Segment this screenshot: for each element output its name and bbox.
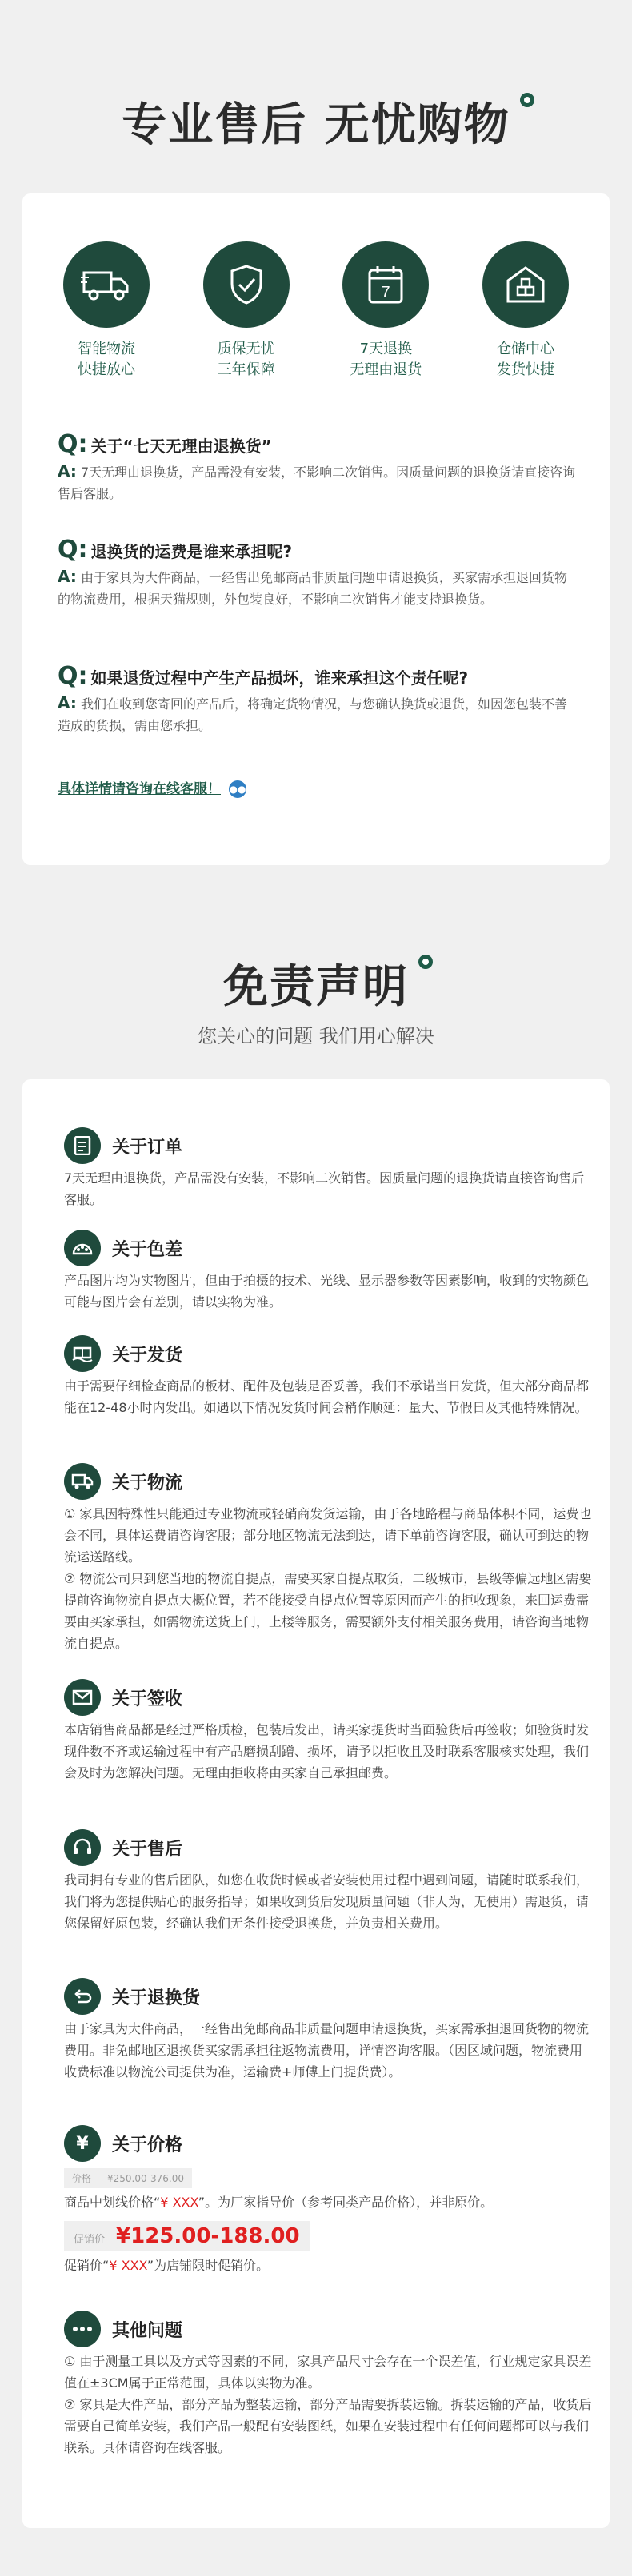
answer-text: 我们在收到您寄回的产品后，将确定货物情况，与您确认换货或退货，如因您包装不善造成的货损，需由您承担。 bbox=[58, 696, 567, 733]
disclaimer-header bbox=[0, 951, 632, 1048]
section-body: 7天无理由退换货，产品需没有安装，不影响二次销售。因质量问题的退换货请直接咨询售后客服。 bbox=[64, 1170, 585, 1207]
service-label-line1: 智能物流 bbox=[78, 341, 135, 357]
service-label-line2: 发货快捷 bbox=[496, 361, 554, 378]
section-title: 关于退换货 bbox=[112, 1988, 201, 2008]
section-returns bbox=[64, 1978, 592, 2083]
question-text: 退换货的运费是谁来承担呢? bbox=[90, 542, 293, 561]
section-body bbox=[64, 2351, 592, 2458]
reference-price-label: 价格 bbox=[72, 2173, 92, 2184]
section-body: 我司拥有专业的售后团队，如您在收货时候或者安装使用过程中遇到问题，请随时联系我们，我们将为您提供贴心的服务指导；如果收到货后发现质量问题（非人为，无使用）需退货，请您保留好原包装，经确认我们无条件接受退换货，并负责相关费用。 bbox=[64, 1872, 590, 1931]
promo-price-value: ¥125.00-188.00 bbox=[116, 2224, 300, 2248]
section-color bbox=[64, 1230, 592, 1313]
return-arrow-icon bbox=[64, 1978, 101, 2015]
service-label-line2: 无理由退货 bbox=[350, 361, 422, 378]
headset-icon bbox=[64, 1829, 101, 1866]
answer-text: 由于家具为大件商品，一经售出免邮商品非质量问题申请退换货，买家需承担退回货物的物流费用，根据天猫规则，外包装良好，不影响二次销售才能支持退换货。 bbox=[58, 570, 567, 607]
service-logistics bbox=[38, 241, 174, 381]
service-7day-return bbox=[318, 241, 454, 381]
section-title: 关于物流 bbox=[112, 1473, 183, 1493]
price-text: 商品中划线价格“ bbox=[64, 2195, 161, 2210]
warehouse-icon bbox=[482, 241, 569, 328]
section-body: 产品图片均为实物图片，但由于拍摄的技术、光线、显示器参数等因素影响，收到的实物颜色可能与图片会有差别，请以实物为准。 bbox=[64, 1273, 590, 1310]
section-price bbox=[64, 2125, 592, 2276]
price-line-2 bbox=[64, 2255, 592, 2276]
yen-icon bbox=[64, 2125, 101, 2162]
price-text: ”。为厂家指导价（参考同类产品价格），并非原价。 bbox=[198, 2195, 494, 2210]
disclaimer-card bbox=[22, 1079, 610, 2528]
contact-service-link-text[interactable]: 具体详情请咨询在线客服！ bbox=[58, 781, 221, 797]
service-label-line2: 快捷放心 bbox=[78, 361, 135, 378]
section-signing bbox=[64, 1679, 592, 1784]
section-title: 关于价格 bbox=[112, 2135, 183, 2155]
answer-mark-label: A: bbox=[58, 567, 77, 586]
contact-service-link[interactable] bbox=[58, 777, 246, 798]
question-text: 关于“七天无理由退换货” bbox=[90, 437, 272, 456]
section-body: 由于需要仔细检查商品的板材、配件及包装是否妥善，我们不承诺当日发货，但大部分商品都能在12-48小时内发出。如遇以下情况发货时间会稍作顺延：量大、节假日及其他特殊情况。 bbox=[64, 1378, 590, 1415]
service-warranty bbox=[178, 241, 314, 381]
service-label-line2: 三年保障 bbox=[217, 361, 275, 378]
promo-price-box bbox=[64, 2221, 310, 2251]
section-paragraph: ① 家具因特殊性只能通过专业物流或轻硝商发货运输，由于各地路程与商品体积不同，运费也会不同，具体运费请咨询客服；部分地区物流无法到达，请下单前咨询客服，确认可到达的物流运送路线。 bbox=[64, 1506, 592, 1565]
price-text: 促销价“ bbox=[64, 2258, 110, 2273]
reference-price-box bbox=[64, 2168, 192, 2188]
price-text: ”为店铺限时促销价。 bbox=[146, 2258, 270, 2273]
page-title-text: 专业售后 无忧购物 bbox=[122, 99, 510, 151]
more-dots-icon bbox=[64, 2311, 101, 2347]
section-title: 关于色差 bbox=[112, 1239, 183, 1260]
section-title: 关于签收 bbox=[112, 1689, 183, 1709]
section-paragraph: ② 家具是大件产品，部分产品为整装运输，部分产品需要拆装运输。拆装运输的产品，收货后需要自己简单安装，我们产品一般配有安装图纸，如果在安装过程中有任何问题都可以与我们联系。具体请咨询在线客服。 bbox=[64, 2397, 592, 2455]
section-other bbox=[64, 2311, 592, 2458]
title-dot-icon bbox=[418, 955, 433, 969]
section-title: 关于订单 bbox=[112, 1137, 183, 1158]
service-label-line1: 质保无忧 bbox=[217, 341, 275, 357]
answer-mark-label: A: bbox=[58, 461, 77, 481]
price-placeholder: ¥ XXX bbox=[109, 2258, 147, 2273]
truck-icon bbox=[64, 1463, 101, 1500]
disclaimer-title bbox=[223, 951, 409, 1015]
section-aftersale bbox=[64, 1829, 592, 1934]
promo-price-label: 促销价 bbox=[74, 2234, 106, 2246]
calendar-number: 7 bbox=[381, 284, 390, 301]
service-card bbox=[22, 193, 610, 865]
question-mark-label: Q: bbox=[58, 430, 88, 458]
document-icon bbox=[64, 1127, 101, 1164]
section-paragraph: ② 物流公司只到您当地的物流自提点，需要买家自提点取货，二级城市，县级等偏远地区需要提前咨询物流自提点大概位置，若不能接受自提点位置等原因而产生的拒收现象，来回运费需要由买家承担，如需物流送货上门，上楼等服务，需要额外支付相关服务费用，请咨询当地物流自提点。 bbox=[64, 1571, 592, 1651]
title-dot-icon bbox=[520, 93, 534, 107]
ship-icon bbox=[64, 1335, 101, 1372]
section-logistics bbox=[64, 1463, 592, 1654]
service-label-line1: 仓储中心 bbox=[496, 341, 554, 357]
answer-mark-label: A: bbox=[58, 693, 77, 712]
envelope-icon bbox=[64, 1679, 101, 1716]
question-text: 如果退货过程中产生产品损坏，谁来承担这个责任呢? bbox=[90, 668, 469, 688]
qa-item bbox=[58, 662, 578, 736]
section-order bbox=[64, 1127, 592, 1210]
question-mark-label: Q: bbox=[58, 662, 88, 690]
section-paragraph: ① 由于测量工具以及方式等因素的不同，家具产品尺寸会存在一个误差值，行业规定家具误差值在±3CM属于正常范围，具体以实物为准。 bbox=[64, 2354, 592, 2391]
truck-icon bbox=[63, 241, 150, 328]
section-title: 关于发货 bbox=[112, 1345, 183, 1366]
qa-item bbox=[58, 430, 578, 504]
reference-price-value: ¥250.00-376.00 bbox=[107, 2173, 184, 2184]
section-body: 由于家具为大件商品，一经售出免邮商品非质量问题申请退换货，买家需承担退回货物的物流费用。非免邮地区退换货买家需承担往返物流费用，详情咨询客服。（因区域问题，物流费用收费标准以物流公司提供为准，运输费+师傅上门提货费）。 bbox=[64, 2021, 590, 2080]
service-label-line1: 7天退换 bbox=[359, 341, 413, 357]
question-mark-label: Q: bbox=[58, 536, 88, 564]
price-placeholder: ¥ XXX bbox=[160, 2195, 198, 2210]
section-title: 其他问题 bbox=[112, 2320, 183, 2341]
yen-symbol: ¥ bbox=[76, 2133, 89, 2154]
section-body bbox=[64, 1503, 592, 1654]
section-shipping bbox=[64, 1335, 592, 1418]
disclaimer-subtitle: 您关心的问题 我们用心解决 bbox=[198, 1025, 434, 1047]
header-title-wrap bbox=[0, 90, 632, 154]
palette-icon bbox=[64, 1230, 101, 1266]
calendar-icon bbox=[342, 241, 429, 328]
chat-bubble-icon[interactable]: ●● bbox=[229, 780, 246, 798]
qa-item bbox=[58, 536, 578, 610]
shield-check-icon bbox=[203, 241, 290, 328]
price-line-1 bbox=[64, 2191, 592, 2213]
service-list bbox=[38, 241, 594, 381]
answer-text: 7天无理由退换货，产品需没有安装，不影响二次销售。因质量问题的退换货请直接咨询售后客服。 bbox=[58, 465, 576, 501]
disclaimer-title-text: 免责声明 bbox=[223, 961, 409, 1013]
section-title: 关于售后 bbox=[112, 1839, 183, 1860]
section-body: 本店销售商品都是经过严格质检，包装后发出，请买家提货时当面验货后再签收；如验货时发现件数不齐或运输过程中有产品磨损刮蹭、损坏，请予以拒收且及时联系客服核实处理，我们会及时为您解决问题。无理由拒收将由买家自己承担邮费。 bbox=[64, 1722, 590, 1780]
service-warehouse bbox=[458, 241, 594, 381]
page-title bbox=[122, 90, 510, 154]
